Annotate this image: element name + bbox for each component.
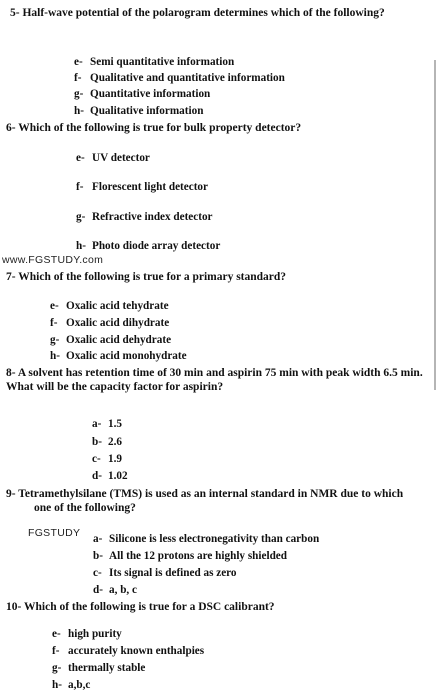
q10-option-h (52, 678, 90, 692)
option-text: Refractive index detector (92, 211, 213, 223)
option-letter: h- (76, 240, 86, 252)
question-9-text: 9- Tetramethylsilane (TMS) is used as an internal standard in NMR due to which one of the following? (6, 488, 404, 514)
option-letter: f- (52, 645, 60, 657)
q5-option-e (74, 55, 234, 69)
q7-option-h (50, 349, 187, 363)
question-7 (6, 270, 286, 284)
q10-option-f (52, 644, 204, 658)
option-letter: h- (50, 350, 60, 362)
option-letter: g- (74, 88, 84, 100)
option-text: a, b, c (109, 584, 137, 596)
option-text: Silicone is less electronegativity than carbon (109, 533, 320, 545)
q5-option-f (74, 71, 285, 85)
option-letter: f- (76, 181, 84, 193)
q9-option-a (93, 532, 319, 546)
option-text: 1.5 (108, 418, 122, 430)
q6-option-e (76, 151, 150, 165)
q8-option-a (92, 417, 122, 431)
q7-option-f (50, 316, 169, 330)
option-letter: e- (50, 300, 59, 312)
question-5-text: 5- Half-wave potential of the polarogram determines which of the following? (10, 7, 385, 19)
q7-option-g (50, 333, 171, 347)
option-text: Quantitative information (90, 88, 211, 100)
option-text: a,b,c (68, 679, 91, 691)
option-text: All the 12 protons are highly shielded (109, 550, 287, 562)
q8-option-d (92, 469, 128, 483)
option-letter: f- (74, 72, 82, 84)
option-text: UV detector (92, 152, 150, 164)
option-letter: g- (52, 662, 62, 674)
option-text: high purity (68, 628, 122, 640)
q6-option-g (76, 210, 213, 224)
option-letter: h- (74, 105, 84, 117)
option-text: thermally stable (68, 662, 146, 674)
q6-option-h (76, 239, 220, 253)
option-text: 2.6 (108, 436, 122, 448)
watermark-mid: FGSTUDY (28, 527, 81, 539)
q5-option-h (74, 104, 203, 118)
option-text: Oxalic acid dehydrate (66, 334, 172, 346)
q9-option-d (93, 583, 137, 597)
q9-option-b (93, 549, 287, 563)
q8-option-c (92, 452, 122, 466)
question-6-text: 6- Which of the following is true for bulk property detector? (6, 122, 302, 134)
question-8-text: 8- A solvent has retention time of 30 min and aspirin 75 min with peak width 6.5 min. What will be the capacity factor for aspirin? (6, 367, 423, 393)
q10-option-e (52, 627, 122, 641)
option-letter: g- (50, 334, 60, 346)
option-text: Photo diode array detector (92, 240, 221, 252)
option-letter: e- (74, 56, 83, 68)
option-text: 1.9 (108, 453, 122, 465)
option-text: Oxalic acid dihydrate (66, 317, 170, 329)
option-letter: f- (50, 317, 58, 329)
question-10-text: 10- Which of the following is true for a DSC calibrant? (6, 601, 275, 613)
option-letter: d- (92, 470, 102, 482)
option-letter: b- (93, 550, 103, 562)
option-letter: a- (93, 533, 103, 545)
option-letter: d- (93, 584, 103, 596)
option-letter: h- (52, 679, 62, 691)
question-6 (6, 121, 301, 135)
option-letter: c- (93, 567, 102, 579)
option-text: accurately known enthalpies (68, 645, 205, 657)
question-9 (6, 487, 422, 515)
option-letter: a- (92, 418, 102, 430)
question-5 (10, 6, 428, 20)
question-10 (6, 600, 275, 614)
option-text: Oxalic acid monohydrate (66, 350, 187, 362)
q7-option-e (50, 299, 169, 313)
option-text: 1.02 (108, 470, 128, 482)
option-letter: e- (76, 152, 85, 164)
option-text: Florescent light detector (92, 181, 208, 193)
option-text: Oxalic acid tehydrate (66, 300, 169, 312)
q9-option-c (93, 566, 237, 580)
option-letter: b- (92, 436, 102, 448)
option-text: Qualitative information (90, 105, 204, 117)
option-text: Semi quantitative information (90, 56, 235, 68)
q10-option-g (52, 661, 145, 675)
option-text: Qualitative and quantitative information (90, 72, 285, 84)
q5-option-g (74, 87, 210, 101)
scan-edge-line (434, 60, 436, 390)
option-text: Its signal is defined as zero (109, 567, 237, 579)
option-letter: e- (52, 628, 61, 640)
watermark-top: www.FGSTUDY.com (2, 254, 104, 266)
question-7-text: 7- Which of the following is true for a primary standard? (6, 271, 287, 283)
option-letter: g- (76, 211, 86, 223)
q6-option-f (76, 180, 208, 194)
q8-option-b (92, 435, 122, 449)
option-letter: c- (92, 453, 101, 465)
question-8 (6, 366, 426, 394)
